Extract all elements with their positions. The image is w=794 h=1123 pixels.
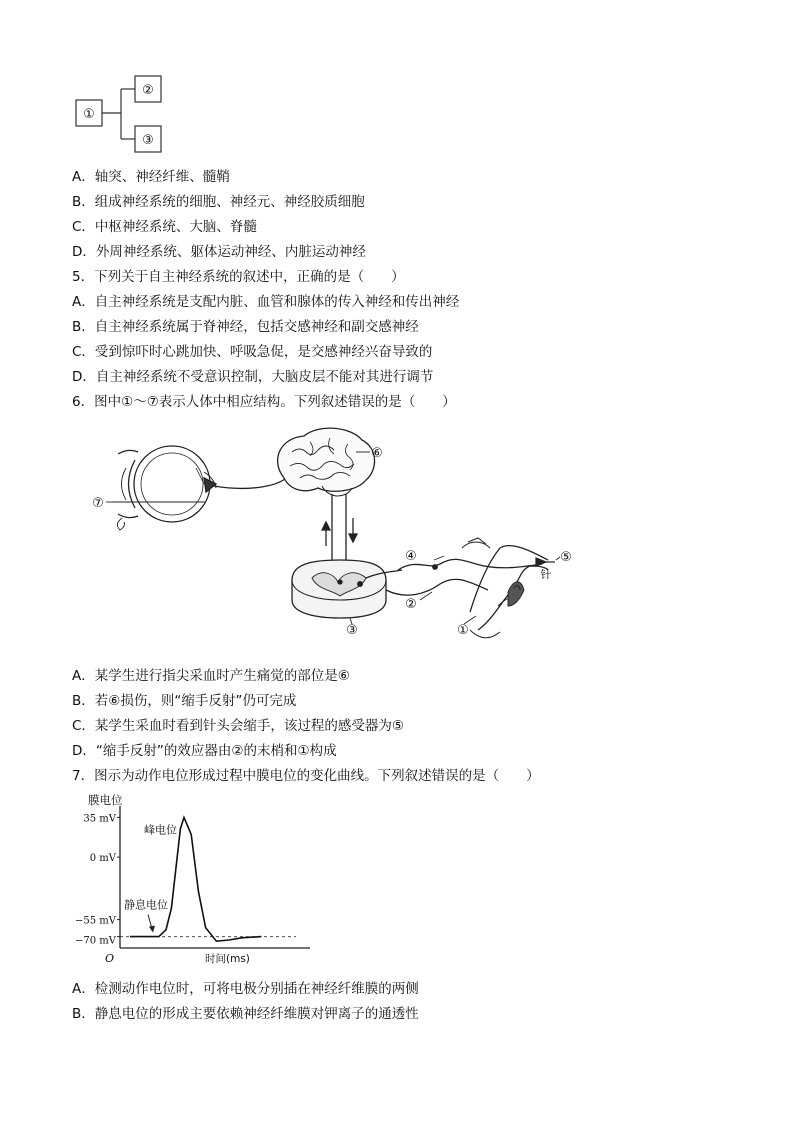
box-2-label: ② [142, 83, 154, 98]
q5-option-d: D．自主神经系统不受意识控制，大脑皮层不能对其进行调节 [72, 369, 434, 385]
label-7: ⑦ [92, 496, 104, 511]
y-tick-label: 0 mV [89, 853, 116, 865]
label-1: ① [457, 623, 469, 638]
q4-option-d: D．外周神经系统、躯体运动神经、内脏运动神经 [72, 244, 366, 260]
y-axis-label: 膜电位 [88, 793, 123, 807]
label-3: ③ [346, 623, 358, 638]
needle-label: 针 [540, 568, 552, 581]
label-2: ② [405, 597, 417, 612]
resting-potential-arrowhead [149, 926, 155, 933]
q6-option-a: A．某学生进行指尖采血时产生痛觉的部位是⑥ [72, 668, 350, 684]
q6-option-b: B．若⑥损伤，则“缩手反射”仍可完成 [72, 693, 297, 709]
label-5: ⑤ [560, 550, 572, 565]
y-tick-label: 35 mV [83, 813, 116, 825]
y-tick-label: −70 mV [75, 935, 116, 947]
q7-stem: 7．图示为动作电位形成过程中膜电位的变化曲线。下列叙述错误的是（ ） [72, 768, 540, 784]
box-3-label: ③ [142, 133, 154, 148]
q6-option-c: C．某学生采血时看到针头会缩手，该过程的感受器为⑤ [72, 718, 405, 734]
q4-option-c: C．中枢神经系统、大脑、脊髓 [72, 219, 257, 235]
resting-potential-label: 静息电位 [124, 898, 168, 912]
q4-option-a: A．轴突、神经纤维、髓鞘 [72, 169, 230, 185]
q5-stem: 5．下列关于自主神经系统的叙述中，正确的是（ ） [72, 269, 405, 285]
box-1-label: ① [83, 107, 95, 122]
q4-option-b: B．组成神经系统的细胞、神经元、神经胶质细胞 [72, 194, 365, 210]
label-4: ④ [405, 549, 417, 564]
x-axis-label: 时间(ms) [205, 953, 250, 965]
peak-potential-label: 峰电位 [144, 823, 177, 837]
q7-option-a: A．检测动作电位时，可将电极分别插在神经纤维膜的两侧 [72, 981, 419, 997]
q7-option-b: B．静息电位的形成主要依赖神经纤维膜对钾离子的通透性 [72, 1006, 419, 1022]
origin-label: O [104, 952, 114, 965]
y-tick-label: −55 mV [75, 915, 116, 927]
q5-option-c: C．受到惊吓时心跳加快、呼吸急促，是交感神经兴奋导致的 [72, 344, 433, 360]
q6-stem: 6．图中①～⑦表示人体中相应结构。下列叙述错误的是（ ） [72, 394, 456, 410]
q6-option-d: D．“缩手反射”的效应器由②的末梢和①构成 [72, 743, 337, 759]
q5-option-b: B．自主神经系统属于脊神经，包括交感神经和副交感神经 [72, 319, 419, 335]
q5-option-a: A．自主神经系统是支配内脏、血管和腺体的传入神经和传出神经 [72, 294, 460, 310]
label-6: ⑥ [371, 446, 383, 461]
